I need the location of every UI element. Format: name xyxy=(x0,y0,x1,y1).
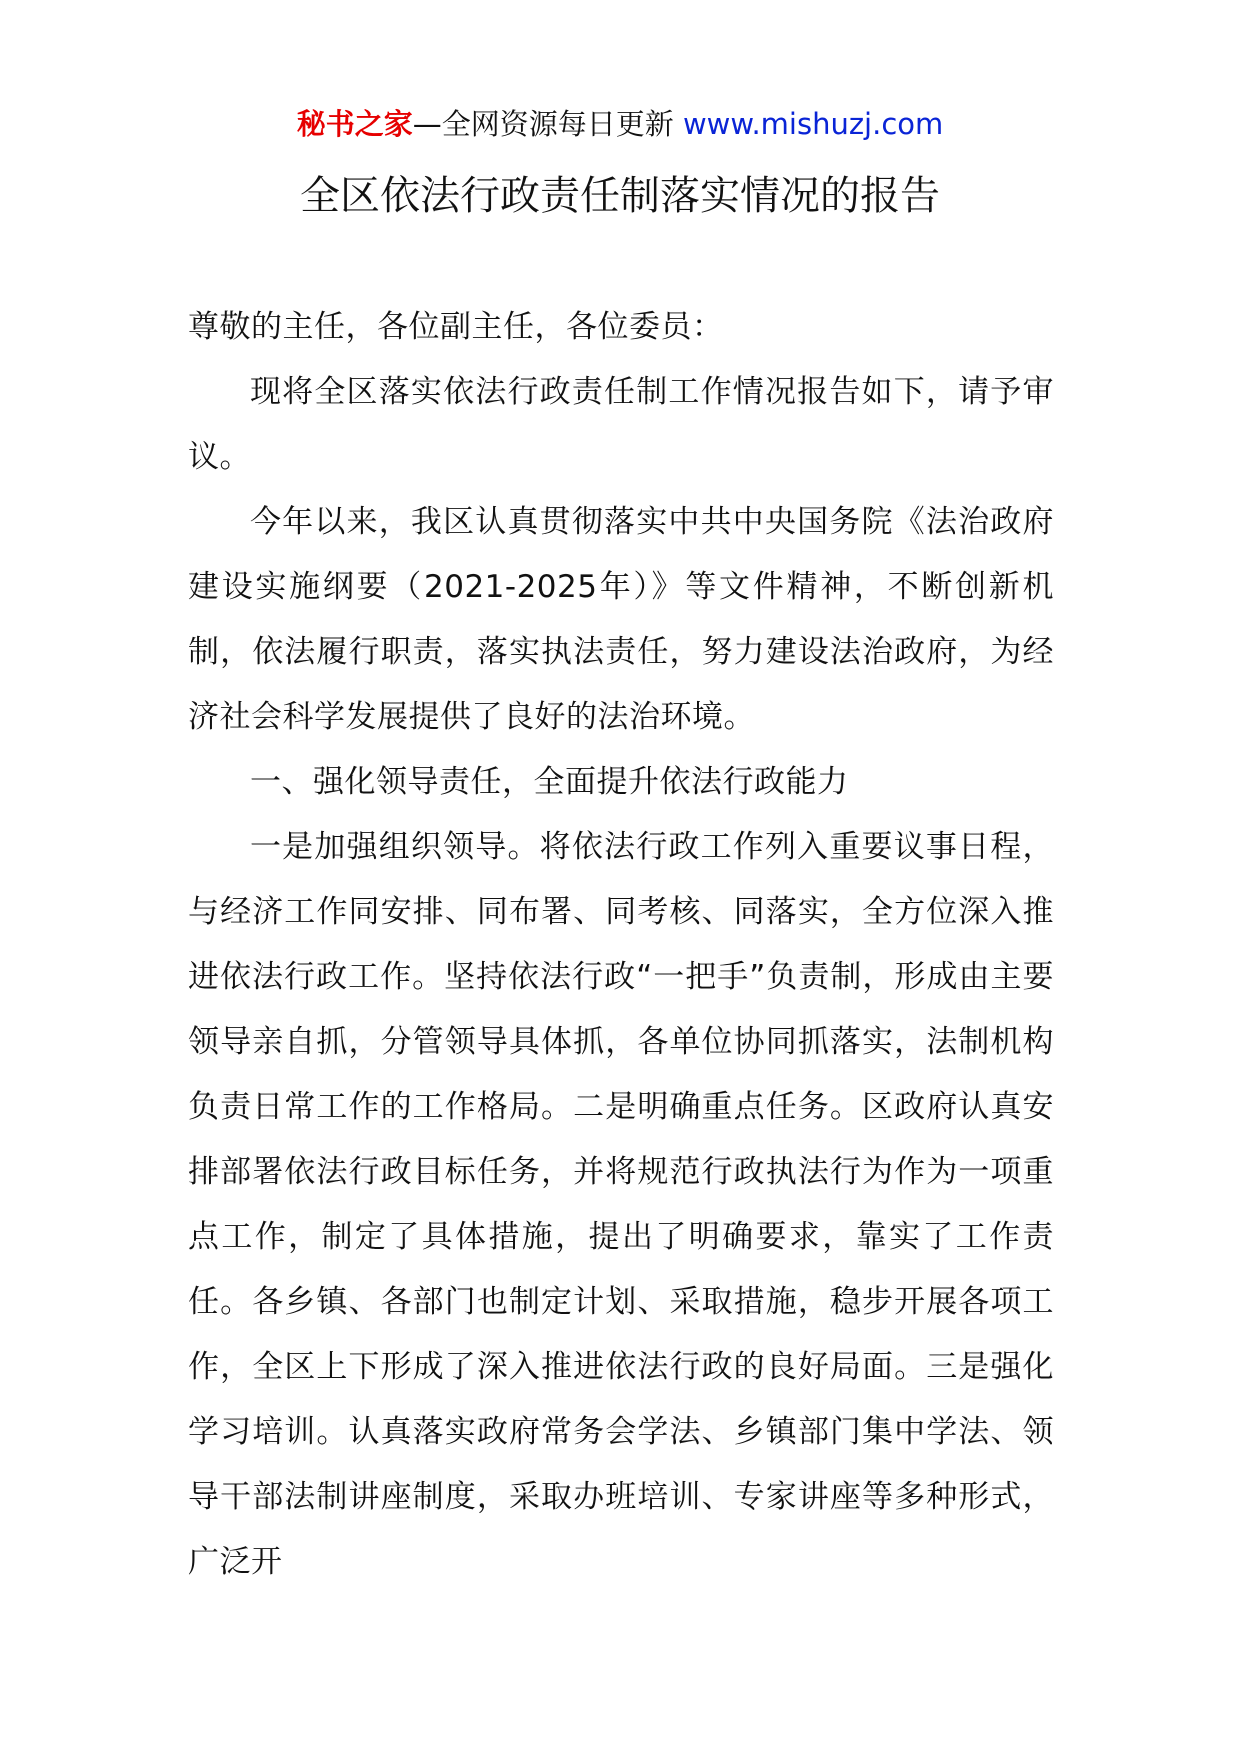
salutation: 尊敬的主任，各位副主任，各位委员： xyxy=(188,309,724,345)
paragraph-intro: 现将全区落实依法行政责任制工作情况报告如下，请予审议。 xyxy=(188,374,1054,475)
paragraph-details: 一是加强组织领导。将依法行政工作列入重要议事日程，与经济工作同安排、同布署、同考核、同落实，全方位深入推进依法行政工作。坚持依法行政“一把手”负责制，形成由主要领导亲自抓，分管领导具体抓，各单位协同抓落实，法制机构负责日常工作的工作格局。二是明确重点任务。区政府认真安排部署依法行政目标任务，并将规范行政执法行为作为一项重点工作，制定了具体措施，提出了明确要求，靠实了工作责任。各乡镇、各部门也制定计划、采取措施，稳步开展各项工作，全区上下形成了深入推进依法行政的良好局面。三是强化学习培训。认真落实政府常务会学法、乡镇部门集中学法、领导干部法制讲座制度，采取办班培训、专家讲座等多种形式，广泛开 xyxy=(188,829,1054,1580)
brand-name: 秘书之家 xyxy=(296,107,413,141)
paragraph-overview: 今年以来，我区认真贯彻落实中共中央国务院《法治政府建设实施纲要（2021-2025年）》等文件精神，不断创新机制，依法履行职责，落实执法责任，努力建设法治政府，为经济社会科学发展提供了良好的法治环境。 xyxy=(188,504,1054,735)
site-url-link[interactable]: www.mishuzj.com xyxy=(682,107,944,141)
header-tagline: —全网资源每日更新 xyxy=(412,107,683,141)
document-title: 全区依法行政责任制落实情况的报告 xyxy=(300,173,940,219)
site-header xyxy=(0,104,1240,144)
section-heading: 一、强化领导责任，全面提升依法行政能力 xyxy=(250,764,849,800)
document-body xyxy=(188,295,1054,1595)
